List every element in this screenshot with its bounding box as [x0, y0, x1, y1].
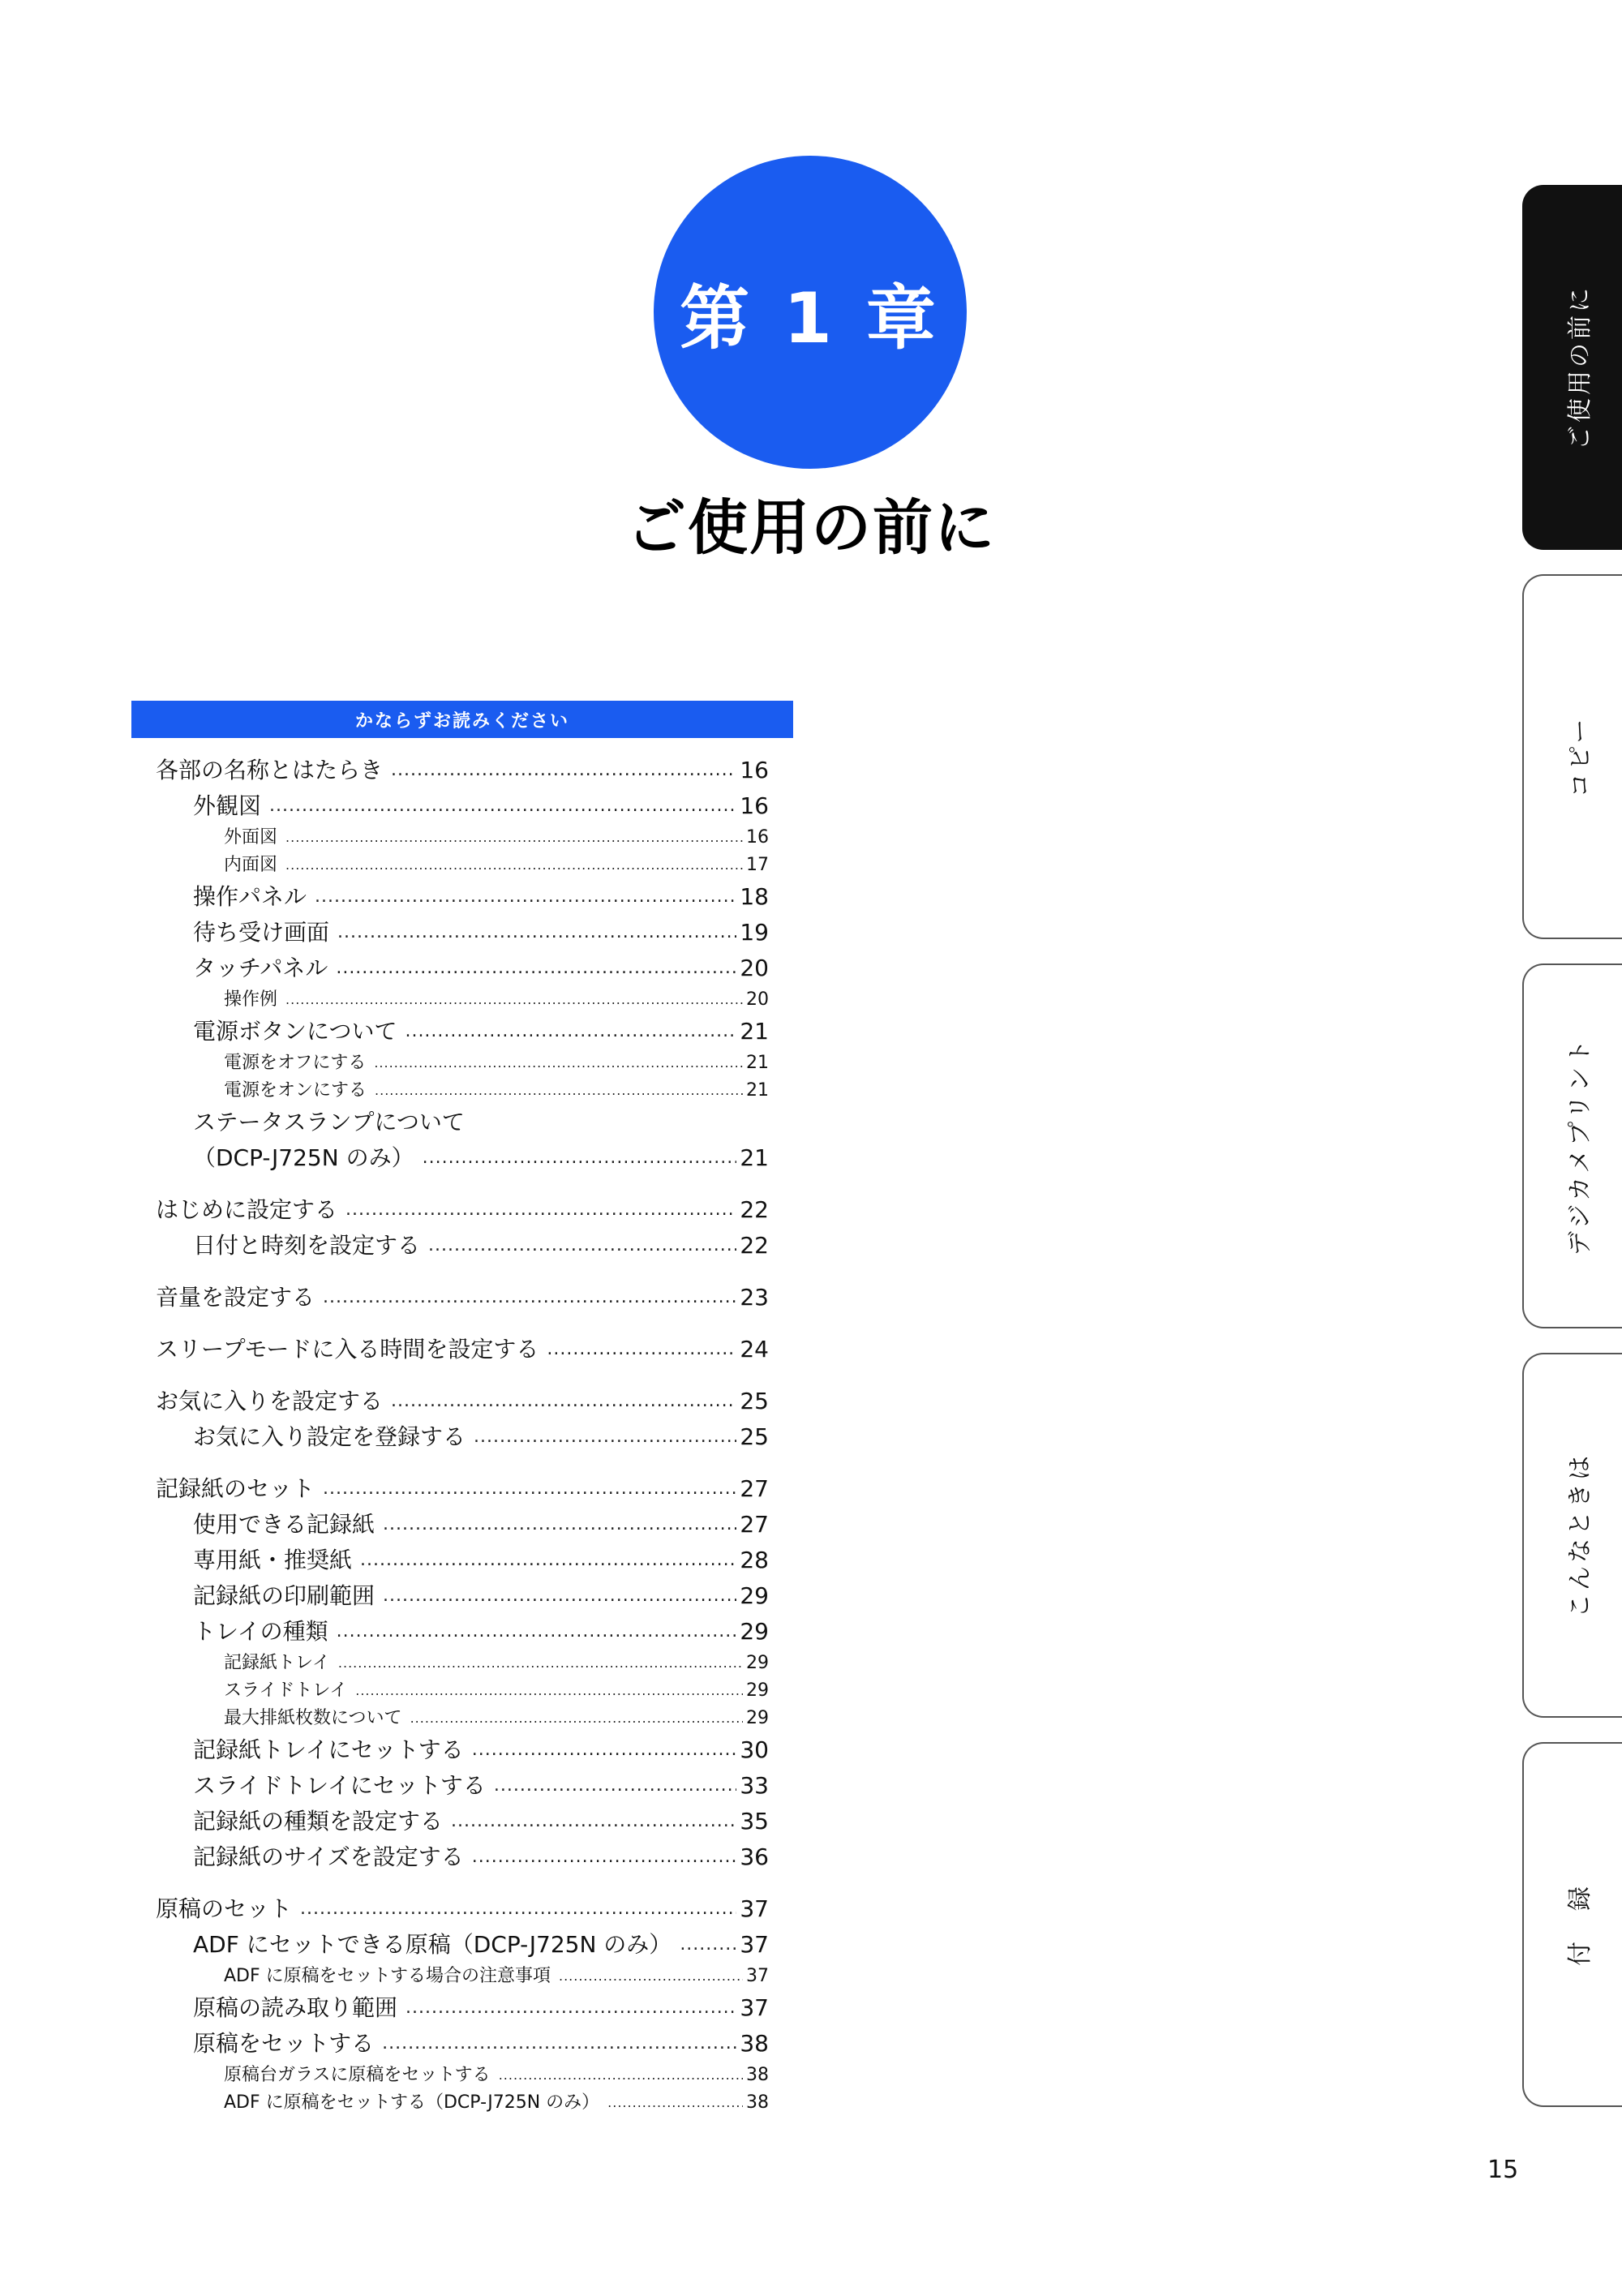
toc-entry-title: 音量を設定する [156, 1284, 315, 1311]
toc-entry-title: 操作例 [224, 989, 278, 1010]
toc-entry-title: 記録紙のサイズを設定する [193, 1843, 464, 1870]
toc-entry-title: ADF に原稿をセットする場合の注意事項 [224, 1966, 551, 1986]
toc-banner: かならずお読みください [131, 701, 793, 738]
toc-entry-title: 記録紙トレイ [224, 1653, 330, 1673]
toc-leader-dots [410, 1705, 743, 1732]
toc-leader-dots [355, 1677, 743, 1705]
toc-entry-title: トレイの種類 [193, 1618, 328, 1645]
toc-entry-page: 38 [746, 2065, 769, 2085]
toc-entry-title: 原稿の読み取り範囲 [193, 1994, 398, 2021]
toc-leader-dots [680, 1927, 736, 1963]
toc-entry[interactable] [156, 788, 769, 824]
toc-entry-page: 20 [740, 955, 769, 981]
toc-entry-page: 22 [740, 1232, 769, 1259]
toc-entry-title: お気に入りを設定する [156, 1388, 384, 1414]
toc-entry-page: 29 [746, 1653, 769, 1673]
toc-entry[interactable] [156, 2026, 769, 2062]
toc-entry-page: 37 [740, 1994, 769, 2021]
toc-entry-label: ステータスランプについて [193, 1109, 465, 1135]
toc-entry-title: （DCP-J725N のみ） [193, 1144, 414, 1171]
toc-leader-dots [451, 1804, 736, 1839]
side-tab-label: こんなときは [1566, 1453, 1594, 1618]
toc-leader-dots [406, 1990, 736, 2026]
toc-leader-dots [360, 1543, 736, 1578]
toc-leader-dots [494, 1768, 736, 1804]
toc-leader-dots [607, 2089, 743, 2117]
toc-entry-title: 外観図 [193, 792, 262, 819]
toc-entry-title: 原稿をセットする [193, 2030, 375, 2057]
toc-leader-dots [382, 2026, 736, 2062]
toc-entry-page: 35 [740, 1808, 769, 1835]
toc-entry[interactable] [156, 1228, 769, 1264]
toc-entry-title: ADF に原稿をセットする（DCP-J725N のみ） [224, 2092, 600, 2113]
toc-entry-title: スリープモードに入る時間を設定する [156, 1336, 539, 1363]
toc-leader-dots [428, 1228, 736, 1264]
toc-entry[interactable] [156, 1839, 769, 1875]
toc-entry[interactable] [156, 986, 769, 1014]
toc-leader-dots [323, 1280, 736, 1315]
toc-entry-title: 操作パネル [193, 883, 307, 910]
toc-entry[interactable] [156, 1732, 769, 1768]
toc-entry-title: スライドトレイ [224, 1680, 348, 1701]
toc-entry[interactable] [156, 1891, 769, 1927]
toc-entry[interactable] [156, 1140, 769, 1176]
toc-entry-page: 37 [746, 1966, 769, 1986]
toc-entry[interactable] [156, 824, 769, 852]
toc-entry-page: 38 [740, 2030, 769, 2057]
toc-entry-page: 29 [746, 1680, 769, 1701]
toc-entry-title: タッチパネル [193, 955, 328, 981]
toc-entry[interactable] [156, 1677, 769, 1705]
toc-entry[interactable] [156, 1507, 769, 1543]
toc-entry-title: 記録紙トレイにセットする [193, 1736, 464, 1763]
toc-entry[interactable] [156, 1768, 769, 1804]
toc-entry-page: 27 [740, 1511, 769, 1538]
toc-leader-dots [391, 753, 736, 788]
toc-entry-page: 30 [740, 1736, 769, 1763]
toc-entry-page: 33 [740, 1772, 769, 1799]
toc-entry-page: 21 [740, 1018, 769, 1045]
toc-leader-dots [315, 879, 736, 915]
toc-leader-dots [472, 1839, 737, 1875]
toc-entry[interactable] [156, 1963, 769, 1990]
toc-entry-page: 21 [746, 1080, 769, 1101]
side-tab[interactable] [1522, 185, 1622, 550]
toc-leader-dots [472, 1732, 737, 1768]
page-number: 15 [1487, 2156, 1519, 2184]
side-tab-label: 付 録 [1566, 1883, 1594, 1966]
toc-entry[interactable] [156, 951, 769, 986]
toc-entry[interactable] [156, 1927, 769, 1963]
toc-leader-dots [375, 1077, 743, 1105]
chapter-title: ご使用の前に [626, 493, 996, 563]
toc-entry-page: 16 [740, 792, 769, 819]
toc-entry-title: 各部の名称とはたらき [156, 757, 384, 783]
toc-leader-dots [345, 1192, 736, 1228]
side-tab-label: コピー [1566, 715, 1594, 798]
toc-entry[interactable] [156, 1804, 769, 1839]
toc-entry-page: 25 [740, 1423, 769, 1450]
toc-entry-page: 23 [740, 1284, 769, 1311]
toc-leader-dots [547, 1332, 736, 1367]
toc-entry[interactable] [156, 753, 769, 788]
toc-entry-page: 36 [740, 1843, 769, 1870]
toc-entry[interactable] [156, 1192, 769, 1228]
toc-entry-page: 22 [740, 1196, 769, 1223]
table-of-contents [156, 753, 769, 2117]
toc-leader-dots [383, 1507, 736, 1543]
toc-entry-title: 電源をオフにする [224, 1053, 367, 1073]
toc-entry[interactable] [156, 1077, 769, 1105]
toc-entry-page: 16 [740, 757, 769, 783]
toc-entry[interactable] [156, 1578, 769, 1614]
side-tab[interactable] [1522, 1353, 1622, 1718]
toc-entry-page: 21 [740, 1144, 769, 1171]
toc-entry-title: 記録紙のセット [156, 1475, 315, 1502]
toc-leader-dots [285, 852, 743, 879]
toc-entry-title: 最大排紙枚数について [224, 1708, 402, 1728]
toc-leader-dots [285, 986, 743, 1014]
toc-entry-title: 外面図 [224, 827, 278, 848]
toc-leader-dots [474, 1419, 736, 1455]
toc-entry[interactable] [156, 1280, 769, 1315]
toc-entry[interactable] [156, 852, 769, 879]
toc-entry-title: 記録紙の種類を設定する [193, 1808, 444, 1835]
toc-entry-title: ADF にセットできる原稿（DCP-J725N のみ） [193, 1931, 672, 1958]
toc-entry[interactable] [156, 1614, 769, 1650]
toc-entry[interactable] [156, 1049, 769, 1077]
toc-leader-dots [499, 2062, 743, 2089]
toc-entry[interactable] [156, 1543, 769, 1578]
toc-entry-page: 21 [746, 1053, 769, 1073]
toc-leader-dots [559, 1963, 743, 1990]
toc-entry-page: 27 [740, 1475, 769, 1502]
toc-entry[interactable] [156, 1419, 769, 1455]
toc-leader-dots [337, 915, 736, 951]
toc-leader-dots [374, 1049, 743, 1077]
toc-entry-page: 17 [746, 855, 769, 875]
toc-entry-title: 原稿のセット [156, 1895, 293, 1922]
toc-leader-dots [383, 1578, 736, 1614]
side-tab-label: ご使用の前に [1566, 285, 1594, 450]
toc-entry-title: はじめに設定する [156, 1196, 338, 1223]
toc-leader-dots [423, 1140, 737, 1176]
toc-entry-title: お気に入り設定を登録する [193, 1423, 466, 1450]
toc-leader-dots [300, 1891, 736, 1927]
toc-entry-title: 待ち受け画面 [193, 919, 330, 946]
toc-entry[interactable] [156, 1332, 769, 1367]
toc-entry[interactable] [156, 1705, 769, 1732]
toc-entry-page: 18 [740, 883, 769, 910]
toc-entry-page: 37 [740, 1895, 769, 1922]
toc-entry-page: 20 [746, 989, 769, 1010]
toc-entry[interactable] [156, 2089, 769, 2117]
side-tab[interactable] [1522, 963, 1622, 1328]
toc-entry[interactable] [156, 1990, 769, 2026]
toc-entry-page: 29 [740, 1582, 769, 1609]
toc-entry-page: 16 [746, 827, 769, 848]
toc-entry-page: 29 [740, 1618, 769, 1645]
side-tab-label: デジカメプリント [1566, 1036, 1595, 1256]
toc-entry-page: 19 [740, 919, 769, 946]
toc-leader-dots [285, 824, 743, 852]
toc-entry-title: 原稿台ガラスに原稿をセットする [224, 2065, 491, 2085]
toc-entry-title: 使用できる記録紙 [193, 1511, 375, 1538]
toc-entry[interactable] [156, 915, 769, 951]
toc-entry-title: 記録紙の印刷範囲 [193, 1582, 375, 1609]
toc-entry-page: 38 [746, 2092, 769, 2113]
toc-entry-title: スライドトレイにセットする [193, 1772, 486, 1799]
toc-leader-dots [337, 1614, 737, 1650]
toc-entry-title: 内面図 [224, 855, 278, 875]
toc-leader-dots [269, 788, 736, 824]
chapter-badge [654, 156, 967, 469]
toc-entry-title: 日付と時刻を設定する [193, 1232, 421, 1259]
toc-leader-dots [338, 1650, 743, 1677]
toc-entry[interactable] [156, 1650, 769, 1677]
toc-leader-dots [405, 1014, 736, 1049]
toc-leader-dots [336, 951, 736, 986]
toc-entry-page: 24 [740, 1336, 769, 1363]
toc-entry[interactable] [156, 1014, 769, 1049]
toc-leader-dots [323, 1471, 736, 1507]
toc-entry[interactable] [156, 1471, 769, 1507]
toc-entry-title: 電源をオンにする [224, 1080, 367, 1101]
toc-leader-dots [391, 1384, 736, 1419]
toc-entry[interactable] [156, 1384, 769, 1419]
toc-entry-title: 専用紙・推奨紙 [193, 1547, 353, 1573]
toc-entry-page: 28 [740, 1547, 769, 1573]
toc-entry-page: 25 [740, 1388, 769, 1414]
toc-entry[interactable] [156, 879, 769, 915]
toc-entry-title: 電源ボタンについて [193, 1018, 397, 1045]
side-tab[interactable] [1522, 1742, 1622, 2107]
toc-entry-page: 37 [740, 1931, 769, 1958]
toc-entry[interactable] [156, 2062, 769, 2089]
side-tab[interactable] [1522, 574, 1622, 939]
toc-entry-page: 29 [746, 1708, 769, 1728]
chapter-label: 第 1 章 [680, 278, 941, 359]
